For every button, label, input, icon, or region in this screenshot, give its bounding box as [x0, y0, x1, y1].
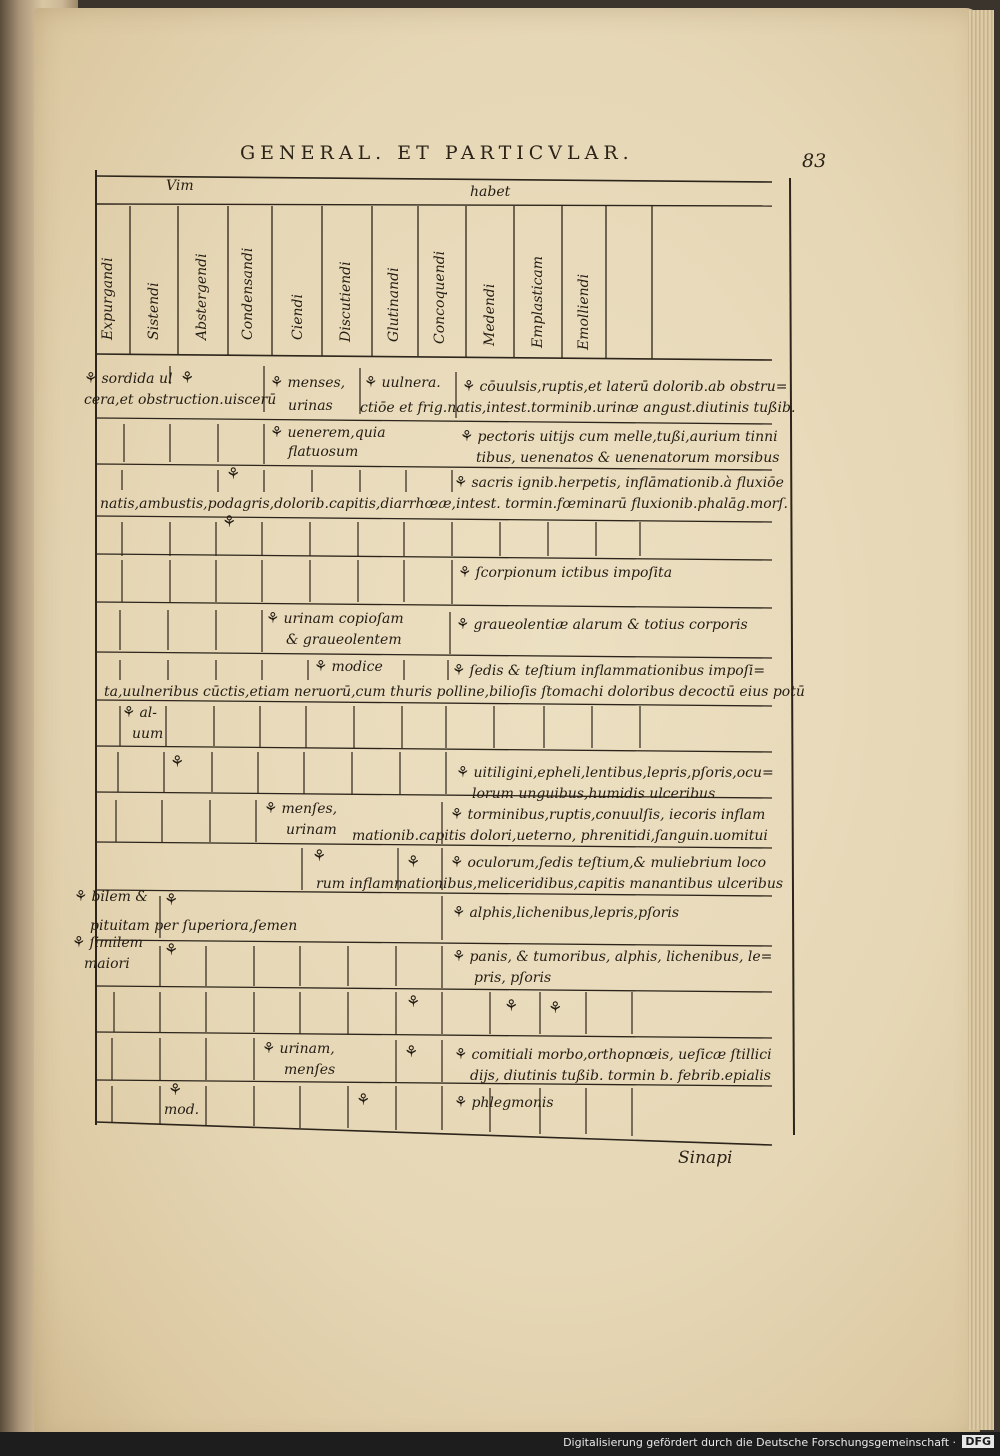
fleuron-icon: ⚘	[314, 657, 328, 675]
fleuron-icon: ⚘	[164, 940, 179, 959]
fleuron-icon: ⚘	[548, 998, 563, 1017]
table-cell: ⚘ menses,	[270, 373, 346, 391]
col-header-sistendi: Sistendi	[146, 282, 162, 340]
table-cell: ⚘ sacris ignib.herpetis, inflāmationib.à fluxiōe	[454, 473, 784, 491]
table-cell: ⚘ urinam copioſam	[266, 609, 404, 627]
table-cell: maiori	[84, 956, 130, 972]
fleuron-icon: ⚘	[226, 464, 241, 483]
table-cell: ⚘ graueolentiæ alarum & totius corporis	[456, 615, 748, 633]
table-cell: pris, pſoris	[474, 970, 552, 986]
table-cell: ⚘ uulnera.	[364, 373, 441, 391]
table-cell: flatuosum	[288, 444, 359, 460]
header-habet: habet	[470, 184, 511, 200]
footer-credit: Digitalisierung gefördert durch die Deutsche Forschungsgemeinschaft ·	[563, 1436, 956, 1449]
fleuron-icon: ⚘	[454, 1093, 468, 1111]
table-cell: ⚘ oculorum,ſedis teſtium,& muliebrium loco	[450, 853, 767, 871]
fleuron-icon: ⚘	[456, 763, 470, 781]
fleuron-icon: ⚘	[406, 852, 421, 871]
fleuron-icon: ⚘	[450, 853, 464, 871]
fleuron-icon: ⚘	[454, 1045, 468, 1063]
fleuron-icon: ⚘	[266, 609, 280, 627]
fleuron-icon: ⚘	[164, 890, 179, 909]
table-cell: cera,et obstruction.uiscerū	[84, 392, 277, 408]
col-header-emplasticam: Emplasticam	[530, 255, 546, 348]
col-header-expurgandi: Expurgandi	[100, 257, 116, 340]
table-cell: ⚘ cōuulsis,ruptis,et laterū dolorib.ab obstru=	[462, 377, 788, 395]
fleuron-icon: ⚘	[404, 1042, 419, 1061]
fleuron-icon: ⚘	[504, 996, 519, 1015]
catchword: Sinapi	[678, 1148, 733, 1168]
fleuron-icon: ⚘	[452, 661, 466, 679]
page-number: 83	[802, 150, 827, 172]
fleuron-icon: ⚘	[450, 805, 464, 823]
fleuron-icon: ⚘	[74, 887, 88, 905]
fleuron-icon: ⚘	[456, 615, 470, 633]
col-header-condensandi: Condensandi	[240, 247, 256, 340]
table-cell: ⚘ menſes,	[264, 799, 338, 817]
col-header-emolliendi: Emolliendi	[576, 273, 592, 350]
table-cell: ⚘ al-	[122, 703, 158, 721]
table-cell: natis,ambustis,podagris,dolorib.capitis,diarrhœæ,intest. tormin.fœminarū fluxionib.phalāg.morſ.	[100, 496, 789, 512]
fleuron-icon: ⚘	[312, 846, 327, 865]
fleuron-icon: ⚘	[356, 1090, 371, 1109]
fleuron-icon: ⚘	[122, 703, 136, 721]
fleuron-icon: ⚘	[168, 1080, 183, 1099]
table-cell: mationib.capitis dolori,ueterno, phrenitidi,ſanguin.uomitui	[352, 828, 768, 844]
table-cell: ta,uulneribus cūctis,etiam neruorū,cum thuris polline,bilioſis ſtomachi doloribus decoctū eius potū	[104, 684, 805, 700]
col-header-ciendi: Ciendi	[290, 294, 306, 340]
fleuron-icon: ⚘	[72, 933, 86, 951]
fleuron-icon: ⚘	[170, 752, 185, 771]
fleuron-icon: ⚘	[264, 799, 278, 817]
table-cell: ⚘ urinam,	[262, 1039, 335, 1057]
fleuron-icon: ⚘	[84, 369, 98, 387]
table-cell: pituitam per ſuperiora,ſemen	[90, 918, 298, 934]
table-cell: ⚘ sordida ul	[84, 369, 173, 387]
header-vim: Vim	[166, 178, 194, 194]
fleuron-icon: ⚘	[270, 423, 284, 441]
col-header-glutinandi: Glutinandi	[386, 267, 402, 342]
fleuron-icon: ⚘	[270, 373, 284, 391]
col-header-discutiendi: Discutiendi	[338, 261, 354, 342]
table-cell: ctiōe et frig.natis,intest.torminib.urinæ angust.diutinis tußib.	[360, 400, 796, 416]
table-cell: ⚘ ſcorpionum ictibus impoſita	[458, 563, 673, 581]
table-cell: urinam	[286, 822, 337, 838]
fleuron-icon: ⚘	[406, 992, 421, 1011]
table-cell: uum	[132, 726, 164, 742]
fleuron-icon: ⚘	[262, 1039, 276, 1057]
fleuron-icon: ⚘	[458, 563, 472, 581]
table-cell: mod.	[164, 1102, 200, 1118]
table-cell: ⚘ phlegmonis	[454, 1093, 554, 1111]
col-header-abstergendi: Abstergendi	[194, 253, 210, 340]
table-cell: lorum unguibus,humidis ulceribus	[472, 786, 716, 802]
table-cell: tibus, uenenatos & uenenatorum morsibus	[476, 450, 780, 466]
table-cell: ⚘ bilem &	[74, 887, 148, 905]
table-cell: ⚘ uenerem,quia	[270, 423, 386, 441]
table-cell: ⚘ panis, & tumoribus, alphis, lichenibus, le=	[452, 947, 773, 965]
fleuron-icon: ⚘	[462, 377, 476, 395]
fleuron-icon: ⚘	[180, 368, 195, 387]
fleuron-icon: ⚘	[460, 427, 474, 445]
digitization-footer	[0, 1432, 1000, 1456]
fleuron-icon: ⚘	[454, 473, 468, 491]
col-header-medendi: Medendi	[482, 283, 498, 346]
table-cell: & graueolentem	[286, 632, 402, 648]
fleuron-icon: ⚘	[452, 903, 466, 921]
fleuron-icon: ⚘	[452, 947, 466, 965]
table-cell: ⚘ torminibus,ruptis,conuulſis, iecoris inflam	[450, 805, 766, 823]
table-cell: urinas	[288, 398, 333, 414]
table-cell: ⚘ pectoris uitijs cum melle,tußi,aurium tinni	[460, 427, 778, 445]
table-cell: ⚘ comitiali morbo,orthopnœis, ueſicæ ſtillici	[454, 1045, 772, 1063]
table-cell: ⚘ alphis,lichenibus,lepris,pſoris	[452, 903, 680, 921]
fleuron-icon: ⚘	[364, 373, 378, 391]
table-cell: ⚘ uitiligini,epheli,lentibus,lepris,pſoris,ocu=	[456, 763, 774, 781]
table-cell: ⚘ ſimilem	[72, 933, 143, 951]
col-header-concoquendi: Concoquendi	[432, 250, 448, 344]
running-head: GENERAL. ET PARTICVLAR.	[240, 142, 634, 164]
fleuron-icon: ⚘	[222, 512, 237, 531]
table-cell: ⚘ ſedis & teſtium inflammationibus impoſi=	[452, 661, 766, 679]
table-cell: dijs, diutinis tußib. tormin b. febrib.epialis	[470, 1068, 771, 1084]
dfg-logo: DFG	[962, 1435, 994, 1448]
table-cell: ⚘ modice	[314, 657, 383, 675]
table-cell: menſes	[284, 1062, 336, 1078]
table-cell: rum inflammationibus,meliceridibus,capitis manantibus ulceribus	[316, 876, 784, 892]
